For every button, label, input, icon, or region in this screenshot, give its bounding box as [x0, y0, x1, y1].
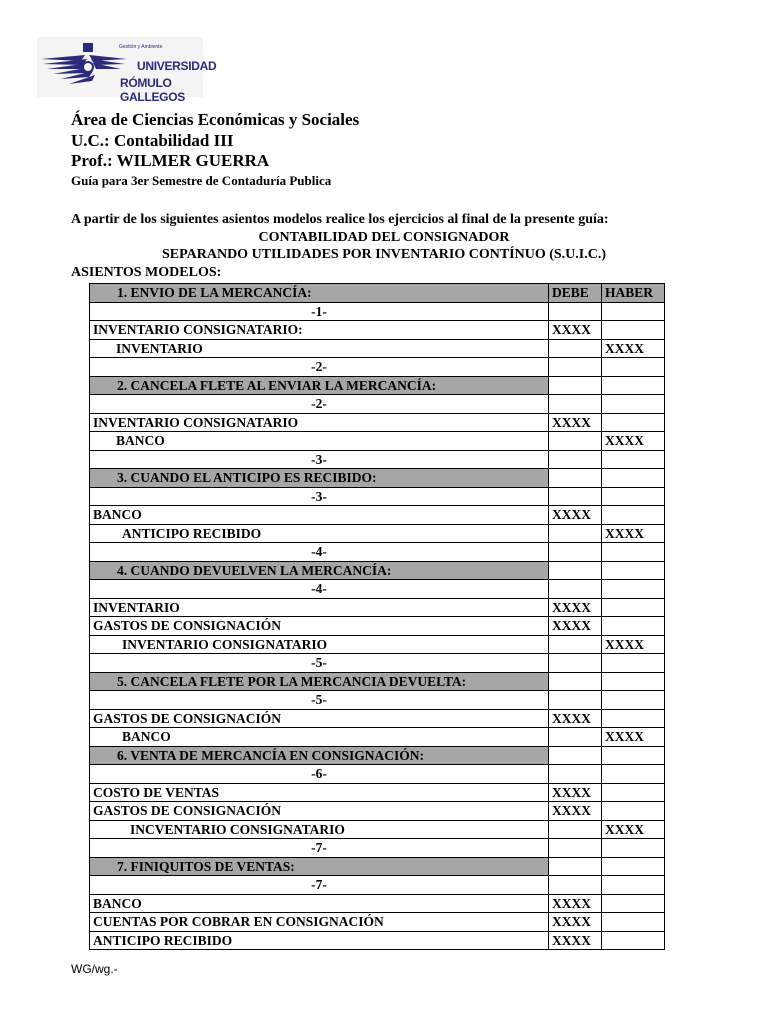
section-row	[90, 561, 665, 580]
debe-cell	[549, 876, 602, 895]
table-row	[90, 321, 665, 340]
haber-cell	[602, 580, 665, 599]
table-row	[90, 783, 665, 802]
haber-cell	[602, 395, 665, 414]
haber-cell	[602, 783, 665, 802]
account-cell: BANCO	[90, 894, 549, 913]
debe-cell: XXXX	[549, 506, 602, 525]
debe-cell	[549, 672, 602, 691]
debe-cell	[549, 450, 602, 469]
haber-cell: XXXX	[602, 635, 665, 654]
debe-cell	[549, 635, 602, 654]
table-row	[90, 432, 665, 451]
haber-cell	[602, 358, 665, 377]
account-cell: BANCO	[90, 506, 549, 525]
debe-cell: XXXX	[549, 931, 602, 950]
section-title-cell: 1. ENVIO DE LA MERCANCÍA:	[90, 284, 549, 303]
haber-cell	[602, 469, 665, 488]
haber-cell	[602, 654, 665, 673]
entry-number-row	[90, 839, 665, 858]
entry-number-cell: -3-	[90, 487, 549, 506]
section-title-cell: 6. VENTA DE MERCANCÍA EN CONSIGNACIÓN:	[90, 746, 549, 765]
debe-cell: XXXX	[549, 709, 602, 728]
account-cell: ANTICIPO RECIBIDO	[90, 931, 549, 950]
debe-cell	[549, 543, 602, 562]
table-row	[90, 635, 665, 654]
entry-number-row	[90, 358, 665, 377]
debe-cell	[549, 358, 602, 377]
section-title-cell: 5. CANCELA FLETE POR LA MERCANCIA DEVUELTA:	[90, 672, 549, 691]
haber-cell	[602, 506, 665, 525]
account-cell: INVENTARIO	[90, 339, 549, 358]
haber-cell: XXXX	[602, 820, 665, 839]
debe-cell	[549, 524, 602, 543]
haber-cell	[602, 321, 665, 340]
haber-cell	[602, 894, 665, 913]
account-cell: ANTICIPO RECIBIDO	[90, 524, 549, 543]
entry-number-row	[90, 302, 665, 321]
logo-motto: Gestión y Ambiente	[119, 44, 163, 50]
area-heading: Área de Ciencias Económicas y Sociales	[71, 110, 360, 129]
account-cell: GASTOS DE CONSIGNACIÓN	[90, 802, 549, 821]
debe-cell	[549, 765, 602, 784]
haber-cell	[602, 913, 665, 932]
haber-cell	[602, 487, 665, 506]
section-row	[90, 672, 665, 691]
haber-cell: XXXX	[602, 728, 665, 747]
journal-entries-table	[89, 283, 665, 950]
haber-cell	[602, 672, 665, 691]
table-row	[90, 617, 665, 636]
debe-cell	[549, 339, 602, 358]
debe-cell	[549, 746, 602, 765]
debe-cell	[549, 654, 602, 673]
haber-cell	[602, 691, 665, 710]
account-cell: COSTO DE VENTAS	[90, 783, 549, 802]
haber-cell	[602, 413, 665, 432]
entry-number-cell: -3-	[90, 450, 549, 469]
table-row	[90, 820, 665, 839]
debe-cell	[549, 432, 602, 451]
table-row	[90, 506, 665, 525]
haber-cell	[602, 543, 665, 562]
entry-number-row	[90, 876, 665, 895]
debe-cell	[549, 820, 602, 839]
haber-cell: XXXX	[602, 339, 665, 358]
debe-cell	[549, 376, 602, 395]
debe-cell	[549, 839, 602, 858]
debe-cell: XXXX	[549, 913, 602, 932]
section-row	[90, 857, 665, 876]
entry-number-cell: -4-	[90, 580, 549, 599]
debe-cell	[549, 580, 602, 599]
haber-cell	[602, 598, 665, 617]
haber-cell	[602, 802, 665, 821]
table-row	[90, 413, 665, 432]
entry-number-row	[90, 543, 665, 562]
debe-cell: XXXX	[549, 802, 602, 821]
account-cell: GASTOS DE CONSIGNACIÓN	[90, 709, 549, 728]
entry-number-row	[90, 580, 665, 599]
debe-cell	[549, 691, 602, 710]
entry-number-row	[90, 450, 665, 469]
debe-cell: XXXX	[549, 413, 602, 432]
haber-cell: XXXX	[602, 524, 665, 543]
table-row	[90, 802, 665, 821]
account-cell: INVENTARIO CONSIGNATARIO	[90, 635, 549, 654]
entry-number-cell: -6-	[90, 765, 549, 784]
professor-heading: Prof.: WILMER GUERRA	[71, 151, 270, 170]
entry-number-row	[90, 395, 665, 414]
debe-cell: XXXX	[549, 783, 602, 802]
entry-number-row	[90, 691, 665, 710]
account-cell: GASTOS DE CONSIGNACIÓN	[90, 617, 549, 636]
models-label: ASIENTOS MODELOS:	[71, 265, 222, 280]
university-logo	[37, 37, 217, 104]
section-title-cell: 3. CUANDO EL ANTICIPO ES RECIBIDO:	[90, 469, 549, 488]
debe-cell: XXXX	[549, 321, 602, 340]
account-cell: BANCO	[90, 432, 549, 451]
section-row	[90, 284, 665, 303]
debe-cell	[549, 302, 602, 321]
account-cell: INVENTARIO CONSIGNATARIO:	[90, 321, 549, 340]
account-cell: INVENTARIO CONSIGNATARIO	[90, 413, 549, 432]
haber-cell	[602, 839, 665, 858]
table-row	[90, 598, 665, 617]
debe-cell	[549, 561, 602, 580]
haber-cell	[602, 302, 665, 321]
entry-number-cell: -2-	[90, 395, 549, 414]
guide-subtitle: Guía para 3er Semestre de Contaduría Publica	[71, 173, 332, 188]
haber-cell	[602, 746, 665, 765]
account-cell: INCVENTARIO CONSIGNATARIO	[90, 820, 549, 839]
logo-university-text: UNIVERSIDAD	[137, 59, 217, 73]
logo-name-text: RÓMULO GALLEGOS	[120, 76, 185, 104]
account-cell: CUENTAS POR COBRAR EN CONSIGNACIÓN	[90, 913, 549, 932]
haber-cell	[602, 450, 665, 469]
section-title: CONTABILIDAD DEL CONSIGNADOR	[258, 230, 510, 245]
haber-cell: HABER	[602, 284, 665, 303]
haber-cell	[602, 857, 665, 876]
debe-cell: DEBE	[549, 284, 602, 303]
intro-text: A partir de los siguientes asientos modelos realice los ejercicios al final de la presente guía:	[71, 212, 609, 227]
haber-cell	[602, 376, 665, 395]
haber-cell	[602, 765, 665, 784]
haber-cell	[602, 561, 665, 580]
debe-cell	[549, 487, 602, 506]
entry-number-cell: -5-	[90, 654, 549, 673]
course-heading: U.C.: Contabilidad III	[71, 131, 234, 150]
table-row	[90, 728, 665, 747]
entry-number-cell: -4-	[90, 543, 549, 562]
debe-cell: XXXX	[549, 598, 602, 617]
haber-cell	[602, 709, 665, 728]
haber-cell	[602, 931, 665, 950]
debe-cell	[549, 469, 602, 488]
table-row	[90, 709, 665, 728]
entry-number-row	[90, 487, 665, 506]
entry-number-cell: -7-	[90, 876, 549, 895]
debe-cell	[549, 857, 602, 876]
section-title-cell: 7. FINIQUITOS DE VENTAS:	[90, 857, 549, 876]
account-cell: BANCO	[90, 728, 549, 747]
table-row	[90, 339, 665, 358]
entry-number-cell: -7-	[90, 839, 549, 858]
section-row	[90, 469, 665, 488]
debe-cell	[549, 728, 602, 747]
haber-cell	[602, 876, 665, 895]
debe-cell	[549, 395, 602, 414]
entry-number-cell: -5-	[90, 691, 549, 710]
table-row	[90, 931, 665, 950]
entry-number-row	[90, 654, 665, 673]
entry-number-row	[90, 765, 665, 784]
section-title-cell: 4. CUANDO DEVUELVEN LA MERCANCÍA:	[90, 561, 549, 580]
debe-cell: XXXX	[549, 617, 602, 636]
section-title-cell: 2. CANCELA FLETE AL ENVIAR LA MERCANCÍA:	[90, 376, 549, 395]
table-row	[90, 894, 665, 913]
entry-number-cell: -1-	[90, 302, 549, 321]
debe-cell: XXXX	[549, 894, 602, 913]
haber-cell	[602, 617, 665, 636]
section-subtitle: SEPARANDO UTILIDADES POR INVENTARIO CONTÍNUO (S.U.I.C.)	[161, 247, 607, 262]
table-row	[90, 913, 665, 932]
footer-initials: WG/wg.-	[71, 962, 118, 976]
section-row	[90, 376, 665, 395]
table-row	[90, 524, 665, 543]
section-row	[90, 746, 665, 765]
account-cell: INVENTARIO	[90, 598, 549, 617]
haber-cell: XXXX	[602, 432, 665, 451]
entry-number-cell: -2-	[90, 358, 549, 377]
